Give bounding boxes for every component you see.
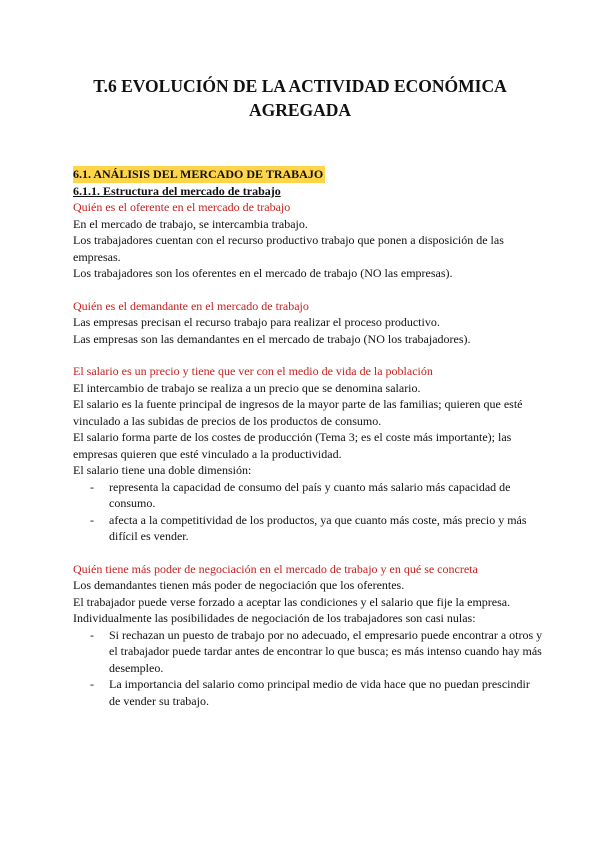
block-poder-negociacion: [73, 561, 543, 710]
spacer: [73, 545, 543, 561]
paragraph: Los trabajadores cuentan con el recurso productivo trabajo que ponen a disposición de las empresas.: [73, 233, 504, 264]
block-heading: Quién tiene más poder de negociación en el mercado de trabajo y en qué se concreta: [73, 561, 478, 576]
document-title: [60, 74, 540, 122]
spacer: [73, 347, 543, 363]
block-salario: [73, 363, 543, 545]
bullet-list: [73, 479, 543, 545]
paragraph: Las empresas son las demandantes en el mercado de trabajo (NO los trabajadores).: [73, 331, 471, 346]
paragraph: El salario forma parte de los costes de producción (Tema 3; es el coste más importante); las empresas quieren que esté vinculado a la productividad.: [73, 430, 512, 461]
block-heading: Quién es el oferente en el mercado de trabajo: [73, 200, 291, 214]
paragraph: Individualmente las posibilidades de negociación de los trabajadores son casi nulas:: [73, 611, 476, 625]
paragraph: En el mercado de trabajo, se intercambia trabajo.: [73, 216, 308, 231]
spacer: [73, 282, 543, 298]
paragraph: Las empresas precisan el recurso trabajo para realizar el proceso productivo.: [73, 315, 440, 329]
bullet-list: [73, 627, 543, 710]
paragraph: Los demandantes tienen más poder de negociación que los oferentes.: [73, 578, 405, 592]
paragraph: El trabajador puede verse forzado a aceptar las condiciones y el salario que fije la empresa.: [73, 594, 511, 609]
dash-bullet-icon: -: [90, 479, 94, 494]
section-heading: 6.1. ANÁLISIS DEL MERCADO DE TRABAJO: [73, 167, 324, 181]
paragraph: El salario tiene una doble dimensión:: [73, 463, 252, 477]
list-item: [73, 627, 543, 677]
subsection-heading: 6.1.1. Estructura del mercado de trabajo: [73, 183, 281, 198]
list-item-text: La importancia del salario como principal medio de vida hace que no puedan prescindir de vender su trabajo.: [109, 677, 530, 708]
paragraph: El salario es la fuente principal de ingresos de la mayor parte de las familias; quieren que esté vinculado a las subidas de precios de los productos de consumo.: [73, 397, 523, 428]
block-oferente: [73, 199, 543, 282]
block-heading: El salario es un precio y tiene que ver con el medio de vida de la población: [73, 364, 433, 378]
document-title-line-2: AGREGADA: [248, 100, 352, 120]
list-item-text: afecta a la competitividad de los productos, ya que cuanto más coste, más precio y más difícil es vender.: [109, 512, 527, 543]
dash-bullet-icon: -: [90, 512, 94, 527]
dash-bullet-icon: -: [90, 677, 94, 691]
block-heading: Quién es el demandante en el mercado de trabajo: [73, 298, 309, 313]
document-title-line-1: T.6 EVOLUCIÓN DE LA ACTIVIDAD ECONÓMICA: [93, 76, 507, 96]
list-item: [73, 512, 543, 545]
list-item: [73, 479, 543, 512]
block-demandante: [73, 298, 543, 348]
paragraph: El intercambio de trabajo se realiza a un precio que se denomina salario.: [73, 380, 421, 395]
list-item-text: Si rechazan un puesto de trabajo por no adecuado, el empresario puede encontrar a otros y el trabajador puede tardar antes de encontrar lo que busca; es más intenso cuando hay más desempleo.: [109, 627, 543, 675]
document-body: [73, 166, 543, 709]
paragraph: Los trabajadores son los oferentes en el mercado de trabajo (NO las empresas).: [73, 266, 453, 280]
list-item-text: representa la capacidad de consumo del país y cuanto más salario más capacidad de consumo.: [109, 479, 511, 510]
list-item: [73, 676, 543, 709]
dash-bullet-icon: -: [90, 627, 94, 642]
